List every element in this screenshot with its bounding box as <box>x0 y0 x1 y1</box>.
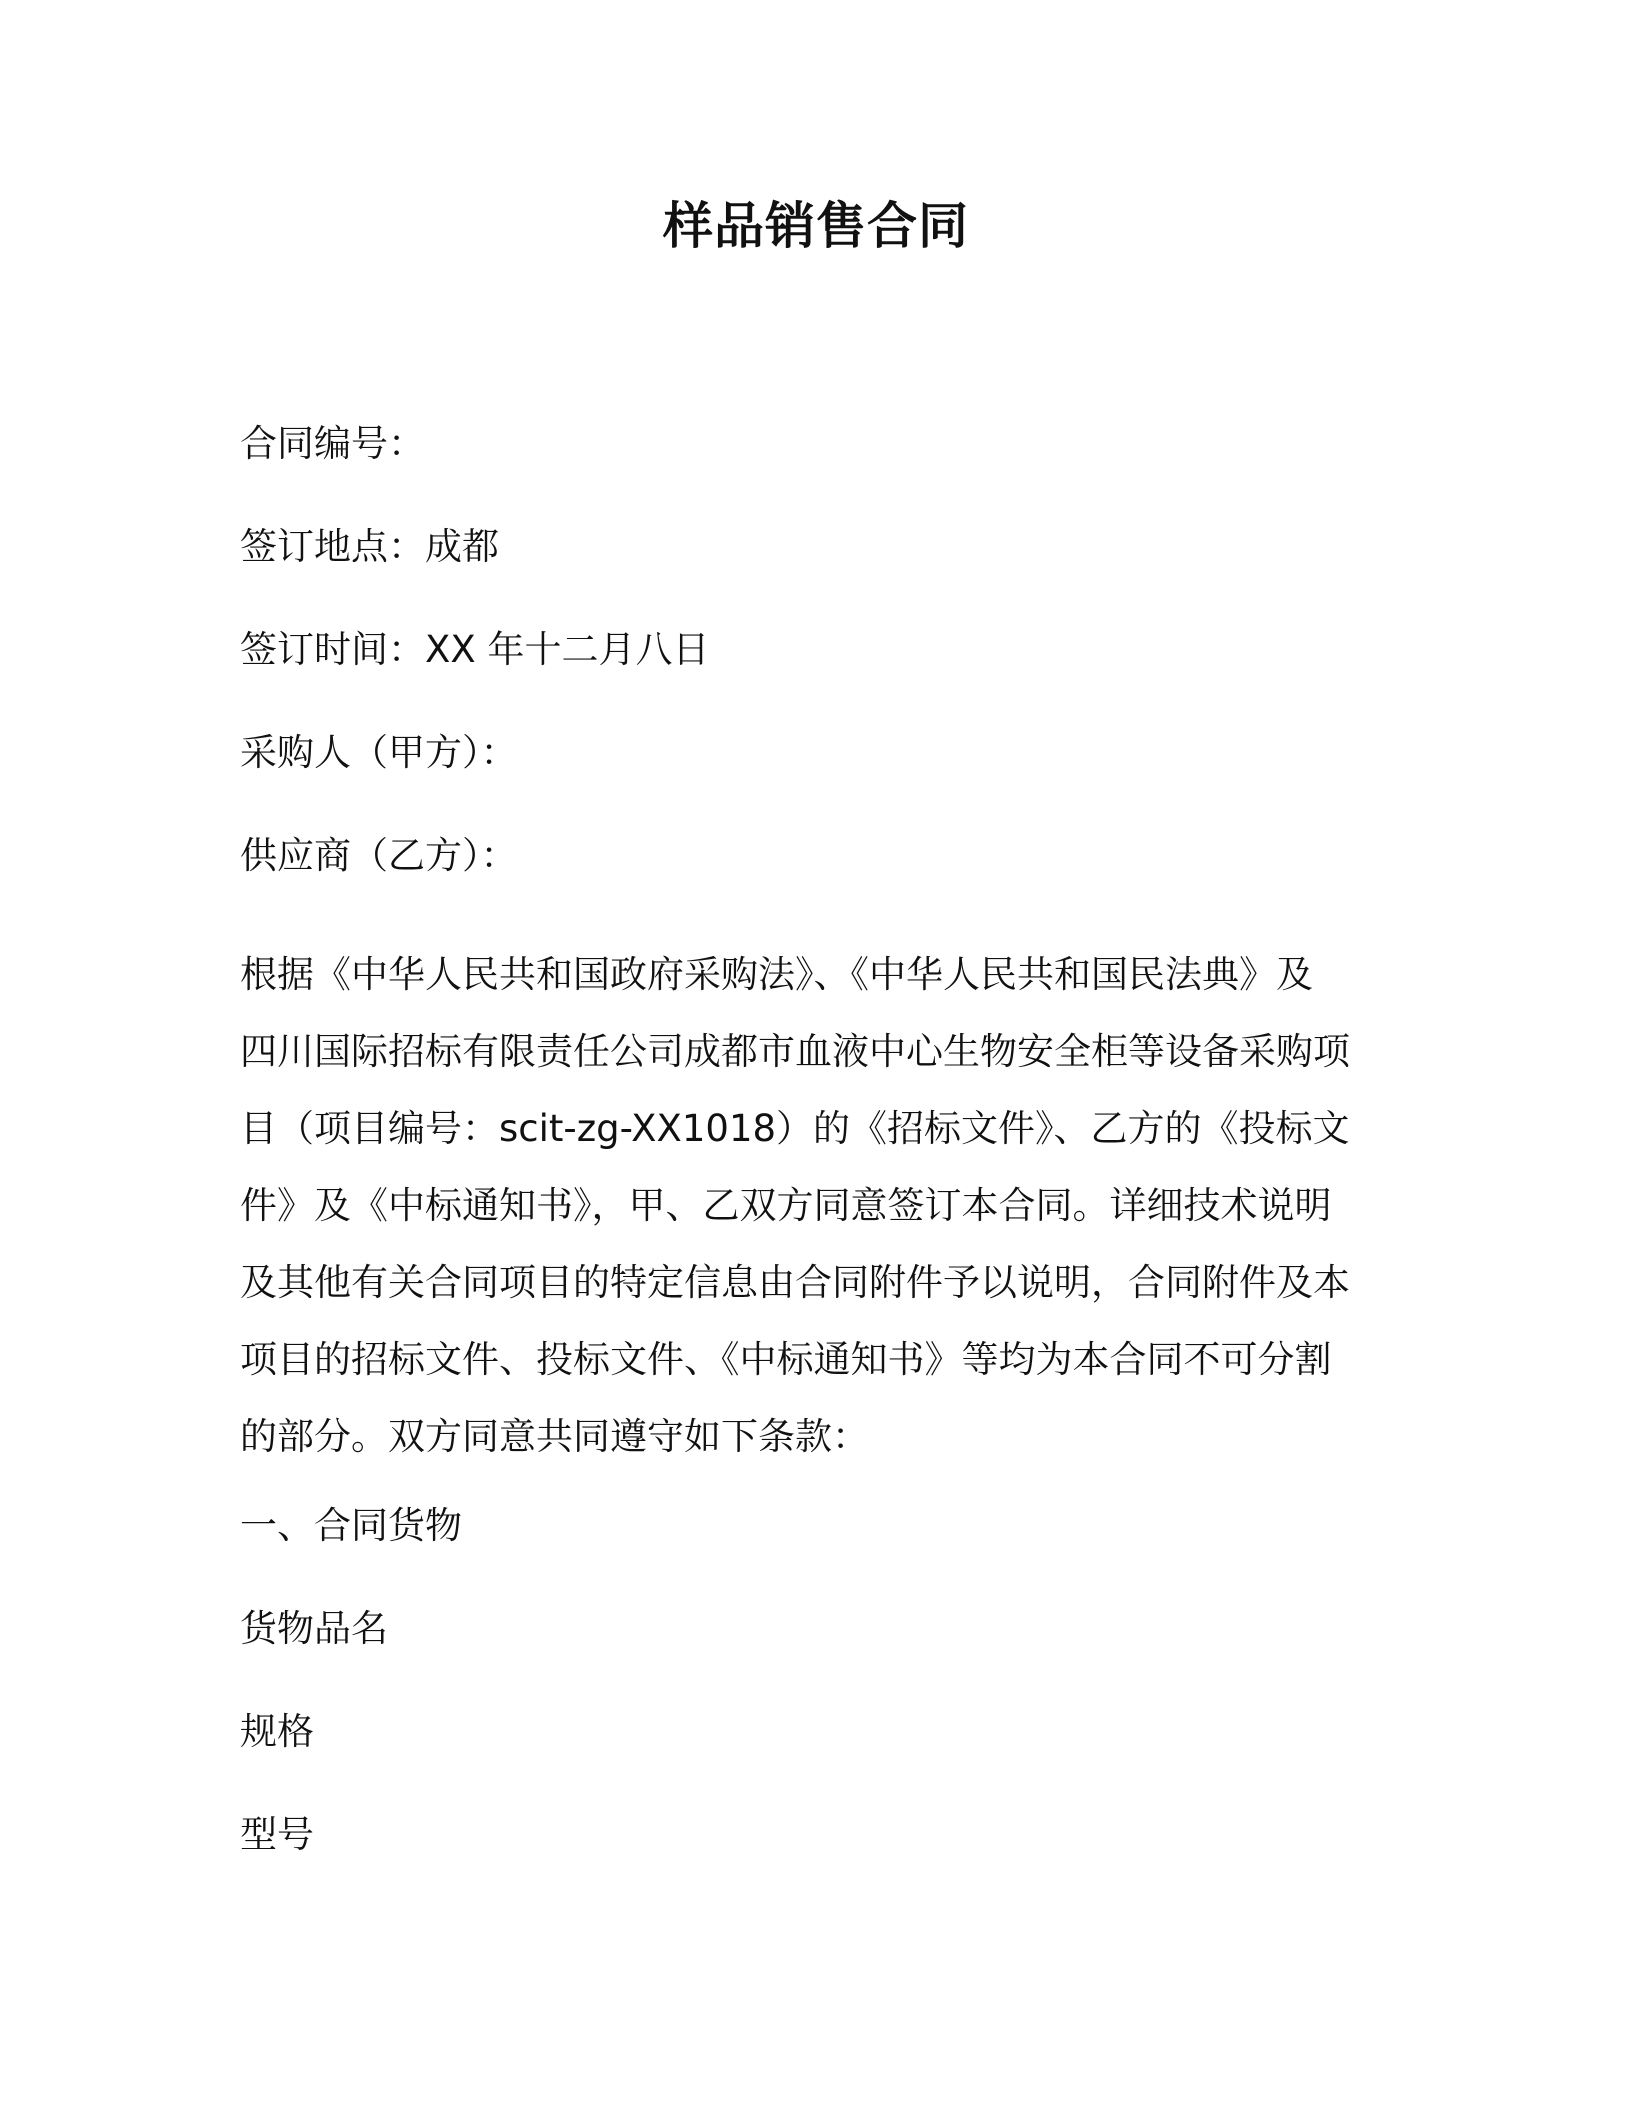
preamble-paragraph <box>240 936 1380 1475</box>
paragraph-line: 件》及《中标通知书》，甲、乙双方同意签订本合同。详细技术说明 <box>240 1184 1332 1227</box>
item-specification: 规格 <box>240 1710 314 1753</box>
item-goods-name: 货物品名 <box>240 1607 388 1650</box>
field-signing-place: 签订地点：成都 <box>240 525 499 568</box>
field-signing-time: 签订时间：XX 年十二月八日 <box>240 628 710 671</box>
paragraph-line: 的部分。双方同意共同遵守如下条款： <box>240 1415 869 1458</box>
paragraph-line: 根据《中华人民共和国政府采购法》、《中华人民共和国民法典》及 <box>240 953 1313 996</box>
section-heading: 一、合同货物 <box>240 1504 462 1547</box>
field-supplier: 供应商（乙方）： <box>240 834 518 877</box>
paragraph-line: 四川国际招标有限责任公司成都市血液中心生物安全柜等设备采购项 <box>240 1030 1350 1073</box>
field-purchaser: 采购人（甲方）： <box>240 731 518 774</box>
paragraph-line: 项目的招标文件、投标文件、《中标通知书》等均为本合同不可分割 <box>240 1338 1332 1381</box>
paragraph-line: 目（项目编号：scit-zg-XX1018）的《招标文件》、乙方的《投标文 <box>240 1107 1350 1150</box>
paragraph-line: 及其他有关合同项目的特定信息由合同附件予以说明，合同附件及本 <box>240 1261 1350 1304</box>
item-model: 型号 <box>240 1813 314 1856</box>
field-contract-number: 合同编号： <box>240 422 425 465</box>
document-title: 样品销售合同 <box>663 197 969 255</box>
